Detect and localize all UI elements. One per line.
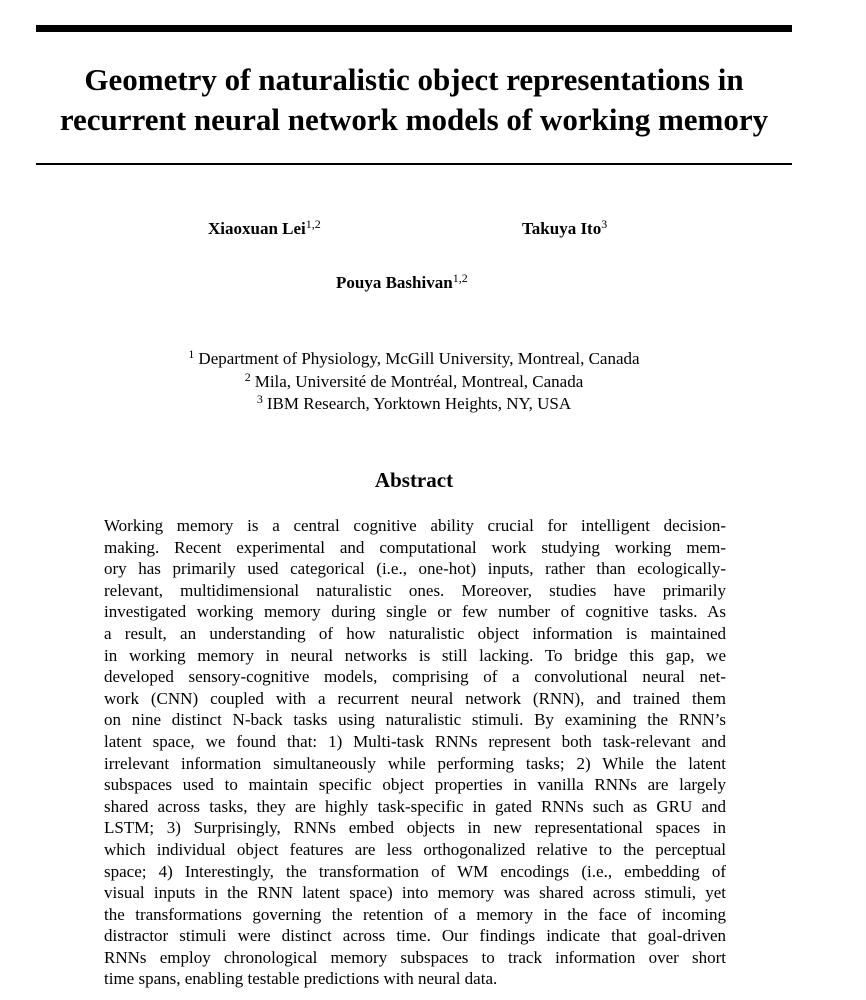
abstract-line: relevant, multidimensional naturalistic ones. Moreover, studies have primarily <box>104 580 726 600</box>
abstract-line: irrelevant information simultaneously while performing tasks; 2) While the latent <box>104 753 726 773</box>
abstract-line: the transformations governing the retention of a memory in the face of incoming <box>104 904 726 924</box>
paper-title <box>30 60 798 140</box>
abstract-line: work (CNN) coupled with a recurrent neural network (RNN), and trained them <box>104 688 726 708</box>
abstract-line: distractor stimuli were distinct across time. Our findings indicate that goal-driven <box>104 926 726 946</box>
abstract-line: a result, an understanding of how naturalistic object information is maintained <box>104 623 726 643</box>
abstract-line: ory has primarily used categorical (i.e., one-hot) inputs, rather than ecologically- <box>104 559 726 579</box>
title-line: recurrent neural network models of working memory <box>59 102 769 137</box>
abstract-line: RNNs employ chronological memory subspaces to track information over short <box>104 947 726 967</box>
abstract-line: space; 4) Interestingly, the transformation of WM encodings (i.e., embedding of <box>104 861 726 881</box>
abstract-line: making. Recent experimental and computational work studying working mem- <box>104 537 726 557</box>
author-name: Xiaoxuan Lei <box>208 219 306 238</box>
title-line: Geometry of naturalistic object representations in <box>84 62 744 97</box>
author-xiaoxuan-lei <box>208 219 321 239</box>
abstract-heading: Abstract <box>374 468 454 492</box>
author-affil-mark: 3 <box>601 217 608 231</box>
author-affil-mark: 1,2 <box>452 271 468 285</box>
affil-mark: 3 <box>256 392 263 406</box>
affiliations <box>100 348 728 416</box>
abstract-line: which individual object features are less orthogonalized relative to the perceptual <box>104 839 726 859</box>
abstract-line: time spans, enabling testable predictions with neural data. <box>104 969 498 989</box>
abstract-line: on nine distinct N-back tasks using naturalistic stimuli. By examining the RNN’s <box>104 710 726 730</box>
affiliation-3 <box>100 393 728 416</box>
top-rule <box>36 25 792 32</box>
affiliation-2 <box>100 371 728 394</box>
abstract-line: latent space, we found that: 1) Multi-task RNNs represent both task-relevant and <box>104 731 726 751</box>
author-affil-mark: 1,2 <box>305 217 321 231</box>
affil-mark: 1 <box>188 347 195 361</box>
abstract-line: subspaces used to maintain specific object properties in vanilla RNNs are largely <box>104 775 726 795</box>
affil-text: Mila, Université de Montréal, Montreal, Canada <box>254 371 584 391</box>
author-name: Takuya Ito <box>522 219 602 238</box>
abstract-line: investigated working memory during single or few number of cognitive tasks. As <box>104 602 726 622</box>
author-pouya-bashivan <box>336 273 468 293</box>
affiliation-1 <box>100 348 728 371</box>
abstract-line: visual inputs in the RNN latent space) into memory was shared across stimuli, yet <box>104 883 726 903</box>
affil-text: IBM Research, Yorktown Heights, NY, USA <box>266 394 572 413</box>
abstract-body <box>104 515 726 990</box>
author-takuya-ito <box>522 219 607 239</box>
title-bottom-rule <box>36 163 792 165</box>
affil-text: Department of Physiology, McGill University, Montreal, Canada <box>198 349 640 368</box>
abstract-line: Working memory is a central cognitive ability crucial for intelligent decision- <box>104 516 726 535</box>
abstract-line: developed sensory-cognitive models, comprising of a convolutional neural net- <box>104 667 726 687</box>
abstract-line: LSTM; 3) Surprisingly, RNNs embed objects in new representational spaces in <box>104 818 726 838</box>
abstract-line: in working memory in neural networks is still lacking. To bridge this gap, we <box>104 645 726 665</box>
affil-mark: 2 <box>244 369 251 384</box>
abstract-line: shared across tasks, they are highly task-specific in gated RNNs such as GRU and <box>104 796 726 816</box>
author-name: Pouya Bashivan <box>336 273 453 292</box>
